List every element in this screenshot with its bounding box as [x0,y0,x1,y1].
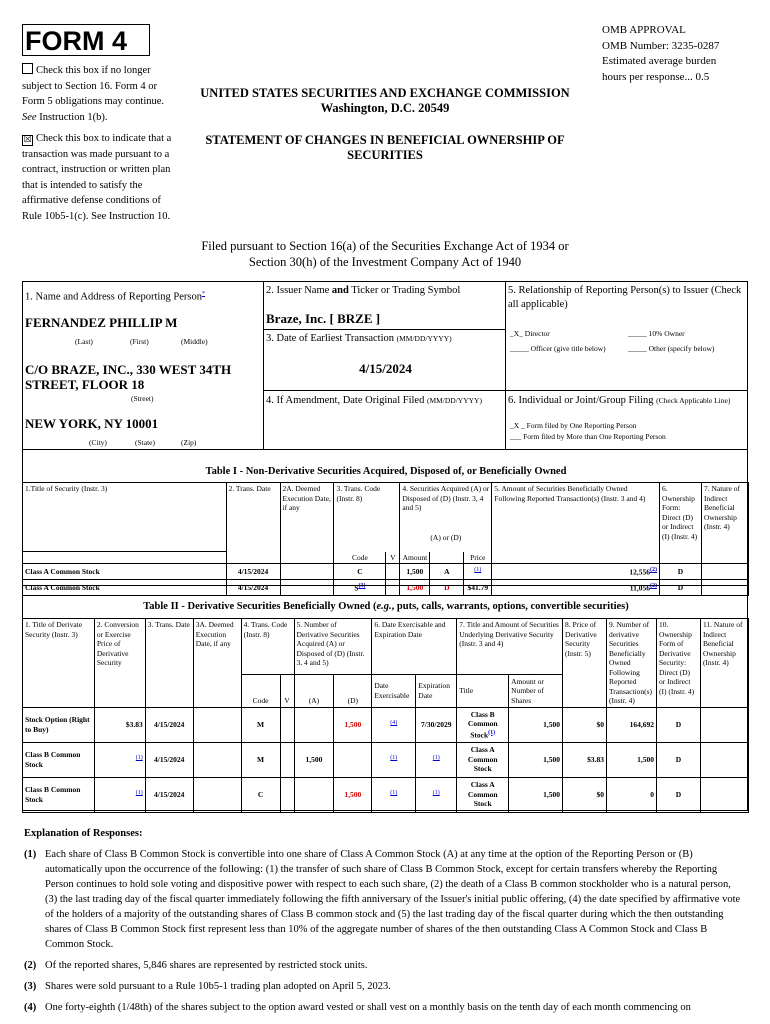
omb-line: OMB APPROVAL [602,24,686,36]
t1-row-aord: D [430,580,464,596]
t2-row-title: Class B Common Stock [23,777,95,812]
t2-h-form: 10. Ownership Form of Derivative Security: Direct (D) or Indirect (I) (Instr. 4) [656,619,700,708]
first-label: (First) [130,337,149,346]
t1-row-title: Class A Common Stock [23,564,227,580]
footnote-link[interactable]: (4) [390,720,398,726]
box2-label [266,284,460,298]
table2 [22,618,749,813]
t1-row-price [464,564,492,580]
t1-sub-v: V [386,552,400,564]
t2-row-code: C [241,777,280,812]
footnote-2 [24,958,744,973]
statement-title: STATEMENT OF CHANGES IN BENEFICIAL OWNERSHIP OF SECURITIES [205,133,565,162]
t2-row-exp [416,742,457,777]
t1-row-form: D [659,580,701,596]
person-name: FERNANDEZ PHILLIP M [25,315,178,330]
city-state-zip: NEW YORK, NY 10001 [25,416,159,431]
t2-sub-v: V [280,675,294,707]
table1-frame [22,449,748,593]
filed-line: Filed pursuant to Section 16(a) of the Securities Exchange Act of 1934 or [201,239,569,253]
t1-row-code-text: S [354,583,359,593]
t1-sub-amount: Amount [400,552,430,564]
officer-option[interactable]: _____ Officer (give title below) [510,344,606,353]
t2-row-deemed [193,742,241,777]
t1-row-price: $41.79 [464,580,492,596]
footnote-number: (3) [24,981,37,992]
ten-percent-option[interactable]: _____ 10% Owner [628,329,685,338]
omb-line: OMB Number: 3235-0287 [602,39,720,52]
section16-text: Check this box if no longer subject to Section 16. Form 4 or Form 5 obligations may continue. [22,65,165,107]
footnote-link[interactable]: (1) [488,729,496,736]
table2-frame [22,585,748,811]
footnote-link[interactable]: (1) [474,567,482,573]
filed-pursuant [140,238,630,270]
t2-h-nature: 11. Nature of Indirect Beneficial Ownership (Instr. 4) [700,619,748,708]
t1-h-securities-text: 4. Securities Acquired (A) or Disposed of (D) (Instr. 3, 4 and 5) [402,484,490,512]
t2-row-v [280,777,294,812]
t2-row-utitle: Class A Common Stock [457,777,509,812]
table2-title-post: , puts, calls, warrants, options, convertible securities) [391,601,629,612]
box3-label-small: (MM/DD/YYYY) [396,334,452,343]
street-label: (Street) [131,394,154,403]
footnote-link[interactable]: (1) [432,755,440,761]
box2-label-pre: 2. Issuer Name [266,285,330,296]
t2-row-a [294,707,334,742]
t2-row-nature [700,777,748,812]
t1-row-amount: 1,500 [400,564,430,580]
agency-city: Washington, D.C. 20549 [320,101,450,115]
agency-name: UNITED STATES SECURITIES AND EXCHANGE COMMISSION [200,86,570,100]
t2-row-date: 4/15/2024 [145,742,193,777]
t2-sub-a: (A) [294,675,334,707]
earliest-date: 4/15/2024 [359,361,412,376]
t2-row-price: $0 [563,707,607,742]
t1-h-deemed: 2A. Deemed Execution Date, if any [280,483,334,564]
section16-checkbox[interactable] [22,63,33,74]
t2-row-d: 1,500 [334,777,372,812]
t2-sub-d: (D) [334,675,372,707]
t2-row-title: Stock Option (Right to Buy) [23,707,95,742]
t1-row-form: D [659,564,701,580]
t2-row-amt: 1,500 [509,777,563,812]
t2-row-exp [416,777,457,812]
checkbox-section [22,63,172,224]
t1-h-securities [400,483,492,552]
t2-row-deemed [193,777,241,812]
table2-title-pre: Table II - Derivative Securities Beneficially Owned ( [143,601,377,612]
t2-row-exer [372,707,416,742]
footnote-link[interactable]: (1) [135,755,143,761]
t2-row-a [294,777,334,812]
box2-label-post: Ticker or Trading Symbol [351,285,461,296]
footnote-text: Shares were sold pursuant to a Rule 10b5-1 trading plan adopted on April 5, 2023. [45,981,391,992]
t2-sub-exp: Expiration Date [416,675,457,707]
box4-label-small: (MM/DD/YYYY) [426,396,482,405]
t1-row-aord: A [430,564,464,580]
t2-row-amt: 1,500 [509,742,563,777]
issuer-name: Braze, Inc. [ BRZE ] [266,311,381,326]
t1-h-owned: 5. Amount of Securities Beneficially Owned Following Reported Transaction(s) (Instr. 3 and 4) [492,483,660,564]
t1-row-owned-text: 12,556 [629,567,650,577]
footnote-link[interactable]: (2) [649,583,657,589]
other-option[interactable]: _____ Other (specify below) [628,344,715,353]
t2-row-conv [94,742,145,777]
footnote-4 [24,1000,744,1015]
footnote-link[interactable]: (1) [390,755,398,761]
footnote-link[interactable]: (1) [432,790,440,796]
t2-row-a: 1,500 [294,742,334,777]
t2-row-form: D [656,707,700,742]
t2-row-utitle-text: Class B Common Stock [467,709,498,739]
rule10b5-check [22,131,172,224]
table-row [23,707,749,742]
state-label: (State) [135,438,155,447]
t2-row-nature [700,707,748,742]
t2-row-v [280,742,294,777]
explanation-heading: Explanation of Responses: [24,828,143,839]
t2-row-exp: 7/30/2029 [416,707,457,742]
t2-h-date: 3. Trans. Date [145,619,193,708]
t1-row-title: Class A Common Stock [23,580,227,596]
director-option[interactable]: _X_ Director [510,329,550,338]
one-person-option[interactable]: _X _ Form filed by One Reporting Person [510,421,637,430]
table-row [23,777,749,812]
t2-row-utitle [457,707,509,742]
t1-h-nature: 7. Nature of Indirect Beneficial Ownership (Instr. 4) [701,483,748,564]
t2-row-amt: 1,500 [509,707,563,742]
box6-label [508,394,730,408]
rule10b5-text: Check this box to indicate that a transaction was made pursuant to a contract, instruction or written plan that is intended to satisfy the affirmative defense conditions of Rule 10b5-1(c). See Instruction 10. [22,133,172,222]
t2-row-title: Class B Common Stock [23,742,95,777]
t1-sub-code: Code [334,552,386,564]
t2-h-deemed: 3A. Deemed Execution Date, if any [193,619,241,708]
t2-row-price: $3.83 [563,742,607,777]
t2-row-code: M [241,707,280,742]
t2-row-owned: 1,500 [606,742,656,777]
t2-row-owned: 164,692 [606,707,656,742]
t1-row-code-text: C [357,566,363,576]
t2-row-owned: 0 [606,777,656,812]
t2-h-owned: 9. Number of derivative Securities Beneficially Owned Following Reported Transaction(s) (Instr. 4) [606,619,656,708]
t2-h-exercisable: 6. Date Exercisable and Expiration Date [372,619,457,675]
table1-title: Table I - Non-Derivative Securities Acquired, Disposed of, or Beneficially Owned [205,466,567,477]
city-label: (City) [89,438,107,447]
t1-sub-price: Price [464,552,492,564]
t2-row-form: D [656,742,700,777]
footnote-number: (4) [24,1002,37,1013]
instruction-text: Instruction 1(b). [39,111,108,123]
t1-row-code [334,564,386,580]
box3-label-text: 3. Date of Earliest Transaction [266,333,395,344]
footnote-text: Each share of Class B Common Stock is convertible into one share of Class A Common Stock (A) at any time at the option of the Reporting Person or (B) automatically upon the occurrence of the following: (1) the transfer of such share of Class B Common Stock, except for certain transfers whereby the Reporting Person continues to hold sole voting and dispositive power with respect to each such share, (2) the death of a Class B common stockholder who is a natural person, (3) the last trading day of the fiscal quarter immediately following the fifth anniversary of the Issuer's initial public offering, (4) the date specified by affirmative vote of the holders of a majority of the outstanding shares of Class B common stock and (5) the last trading day of the fiscal quarter during which the then outstanding shares of Class B Common Stock first represent less than 10% of the aggregate number of shares of the then outstanding Class A Common Stock and Class B Common Stock. [45,849,741,950]
reporting-person-box [22,281,264,450]
box4-label-text: 4. If Amendment, Date Original Filed [266,395,425,406]
footnote-link[interactable]: (2) [649,567,657,573]
table2-title [23,601,749,612]
table1 [22,482,749,596]
issuer-box [263,281,506,330]
t2-h-number: 5. Number of Derivative Securities Acquired (A) or Disposed of (D) (Instr. 3, 4 and 5) [294,619,372,675]
footnote-link[interactable]: (3) [358,583,366,589]
footnote-star[interactable]: * [202,291,206,297]
t2-row-price: $0 [563,777,607,812]
t1-h-title: 1.Title of Security (Instr. 3) [23,483,227,552]
t2-row-form: D [656,777,700,812]
form-title: FORM 4 [22,24,150,56]
t1-sub-aord-blank [430,552,464,564]
t2-h-code: 4. Trans. Code (Instr. 8) [241,619,294,675]
footnote-link[interactable]: (1) [390,790,398,796]
t2-row-nature [700,742,748,777]
footnote-number: (2) [24,960,37,971]
table-row [23,564,749,580]
t2-sub-title: Title [457,675,509,707]
t2-row-v [280,707,294,742]
t2-sub-code: Code [241,675,280,707]
t2-row-conv: $3.83 [94,707,145,742]
table2-title-em: e.g. [376,601,392,612]
t1-row-date: 4/15/2024 [226,580,280,596]
box4-label [266,394,482,408]
footnote-3 [24,979,744,994]
footnote-text: One forty-eighth (1/48th) of the shares subject to the option award vested or shall vest on a monthly basis on the tenth day of each month commencing on [45,1002,691,1013]
middle-label: (Middle) [181,337,208,346]
t1-row-owned-text: 11,056 [629,583,650,593]
more-persons-option[interactable]: ___ Form filed by More than One Reporting Person [510,432,666,441]
t2-row-d: 1,500 [334,707,372,742]
footnote-1 [24,847,744,952]
t2-row-d [334,742,372,777]
explanation-section [24,826,744,1015]
box6-label-text: 6. Individual or Joint/Group Filing [508,395,654,406]
agency-block [180,86,590,116]
t2-sub-exer: Date Exercisable [372,675,416,707]
box1-label [25,287,205,305]
t2-row-deemed [193,707,241,742]
t1-row-owned [492,564,660,580]
filed-line: Section 30(h) of the Investment Company Act of 1940 [248,255,522,269]
t1-row-v [386,564,400,580]
amendment-box [263,390,506,450]
t2-row-conv [94,777,145,812]
t2-h-title: 1. Title of Derivate Security (Instr. 3) [23,619,95,708]
earliest-date-box [263,329,506,391]
last-label: (Last) [75,337,93,346]
footnote-number: (1) [24,849,37,860]
zip-label: (Zip) [181,438,197,447]
t2-row-exer [372,742,416,777]
footnote-link[interactable]: (1) [135,790,143,796]
section16-check [22,63,172,125]
t1-h-code: 3. Trans. Code (Instr. 8) [334,483,400,552]
relationship-box [505,281,748,391]
t2-h-underlying: 7. Title and Amount of Securities Underlying Derivative Security (Instr. 3 and 4) [457,619,563,675]
t1-h-form: 6. Ownership Form: Direct (D) or Indirect (I) (Instr. 4) [659,483,701,564]
filing-box [505,390,748,450]
t2-row-code: M [241,742,280,777]
box5-label: 5. Relationship of Reporting Person(s) to Issuer (Check all applicable) [508,285,742,310]
footnote-text: Of the reported shares, 5,846 shares are represented by restricted stock units. [45,960,368,971]
t2-row-exer [372,777,416,812]
omb-approval [602,23,719,85]
t2-row-utitle: Class A Common Stock [457,742,509,777]
omb-line: hours per response... 0.5 [602,70,710,83]
box2-label-and: and [331,285,349,296]
street-address: C/O BRAZE, INC., 330 WEST 34TH STREET, FLOOR 18 [25,362,232,392]
t2-sub-amt: Amount or Number of Shares [509,675,563,707]
box6-label-small: (Check Applicable Line) [656,396,731,405]
t2-h-conversion: 2. Conversion or Exercise Price of Derivative Security [94,619,145,708]
table-row [23,742,749,777]
t2-h-price: 8. Price of Derivative Security (Instr. 5) [563,619,607,708]
rule10b5-checkbox[interactable]: ☒ [23,135,32,145]
t1-h-date: 2. Trans. Date [226,483,280,564]
t2-row-date: 4/15/2024 [145,777,193,812]
box1-label-text: 1. Name and Address of Reporting Person [25,291,203,303]
t1-row-amount: 1,500 [400,580,430,596]
t1-row-date: 4/15/2024 [226,564,280,580]
t1-h-aord: (A) or (D) [430,532,462,542]
t2-row-date: 4/15/2024 [145,707,193,742]
t1-row-deemed [280,564,334,580]
see-text: See [22,111,37,123]
omb-line: Estimated average burden [602,55,717,67]
box3-label [266,332,452,346]
t1-row-nature [701,564,748,580]
